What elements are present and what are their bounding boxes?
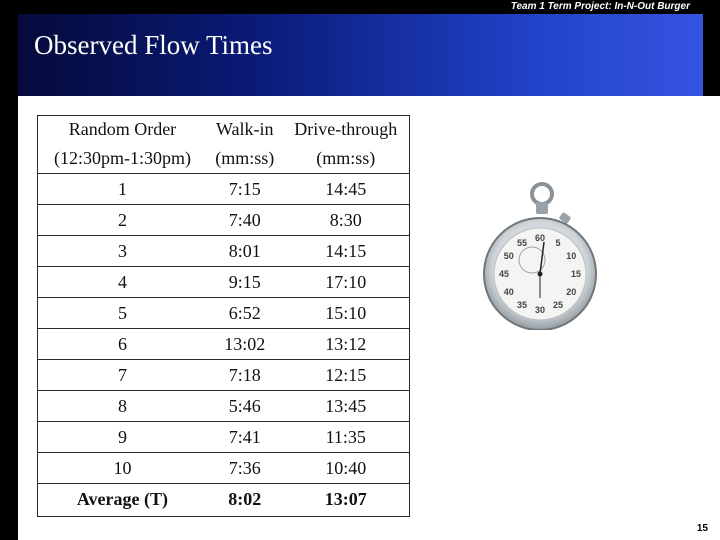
walkin-cell: 5:46: [208, 391, 282, 422]
order-cell: 4: [37, 267, 208, 298]
average-label: Average (T): [37, 484, 208, 515]
dial-number: 20: [566, 287, 577, 297]
average-walkin: 8:02: [208, 484, 282, 515]
average-row: [37, 484, 410, 515]
dial-number: 30: [534, 305, 546, 315]
order-cell: 1: [37, 174, 208, 205]
dial-number: 15: [570, 269, 582, 279]
walkin-cell: 7:36: [208, 453, 282, 484]
walkin-cell: 7:40: [208, 205, 282, 236]
drive-cell: 13:45: [282, 391, 410, 422]
col-subheader-walkin: (mm:ss): [215, 148, 275, 168]
col-subheader-drive: (mm:ss): [316, 148, 376, 168]
table-header-row-2: [37, 144, 410, 174]
table-row: [37, 453, 410, 484]
dial-number: 25: [552, 300, 564, 311]
table-header-row-1: [37, 115, 410, 144]
walkin-cell: 9:15: [208, 267, 282, 298]
table-row: [37, 391, 410, 422]
col-subheader-order: (12:30pm-1:30pm): [53, 148, 191, 168]
table-row: [37, 298, 410, 329]
drive-cell: 17:10: [282, 267, 410, 298]
walkin-cell: 8:01: [208, 236, 282, 267]
drive-cell: 11:35: [282, 422, 410, 453]
dial-number: 35: [516, 300, 528, 311]
order-cell: 6: [37, 329, 208, 360]
page-number: 15: [696, 523, 708, 534]
left-border: [0, 14, 18, 540]
table-row: [37, 329, 410, 360]
dial-number: 45: [498, 269, 510, 279]
table-row: [37, 422, 410, 453]
dial-number: 55: [516, 237, 528, 248]
drive-cell: 12:15: [282, 360, 410, 391]
drive-cell: 15:10: [282, 298, 410, 329]
walkin-cell: 7:41: [208, 422, 282, 453]
flow-times-table: [37, 115, 410, 514]
right-border: [703, 14, 720, 96]
table-row: [37, 267, 410, 298]
drive-cell: 14:45: [282, 174, 410, 205]
order-cell: 7: [37, 360, 208, 391]
slide-title: Observed Flow Times: [34, 30, 273, 60]
dial-number: 5: [555, 237, 561, 248]
col-header-drive: Drive-through: [294, 119, 398, 139]
top-bar: [0, 0, 720, 14]
walkin-cell: 6:52: [208, 298, 282, 329]
table-row: [37, 205, 410, 236]
drive-cell: 10:40: [282, 453, 410, 484]
drive-cell: 13:12: [282, 329, 410, 360]
walkin-cell: 7:18: [208, 360, 282, 391]
col-header-order: Random Order: [68, 119, 177, 139]
walkin-cell: 7:15: [208, 174, 282, 205]
presentation-subtitle: Team 1 Term Project: In-N-Out Burger: [510, 1, 690, 12]
order-cell: 3: [37, 236, 208, 267]
dial-number: 60: [534, 233, 546, 243]
average-drive: 13:07: [282, 484, 410, 515]
order-cell: 5: [37, 298, 208, 329]
table-row: [37, 236, 410, 267]
order-cell: 8: [37, 391, 208, 422]
table-row: [37, 174, 410, 205]
order-cell: 2: [37, 205, 208, 236]
stopwatch-icon: [478, 180, 598, 330]
order-cell: 9: [37, 422, 208, 453]
dial-number: 50: [503, 251, 514, 261]
dial-number: 10: [566, 251, 577, 261]
drive-cell: 8:30: [282, 205, 410, 236]
order-cell: 10: [37, 453, 208, 484]
dial-number: 40: [503, 287, 514, 297]
table-row: [37, 360, 410, 391]
col-header-walkin: Walk-in: [215, 119, 274, 139]
walkin-cell: 13:02: [208, 329, 282, 360]
drive-cell: 14:15: [282, 236, 410, 267]
